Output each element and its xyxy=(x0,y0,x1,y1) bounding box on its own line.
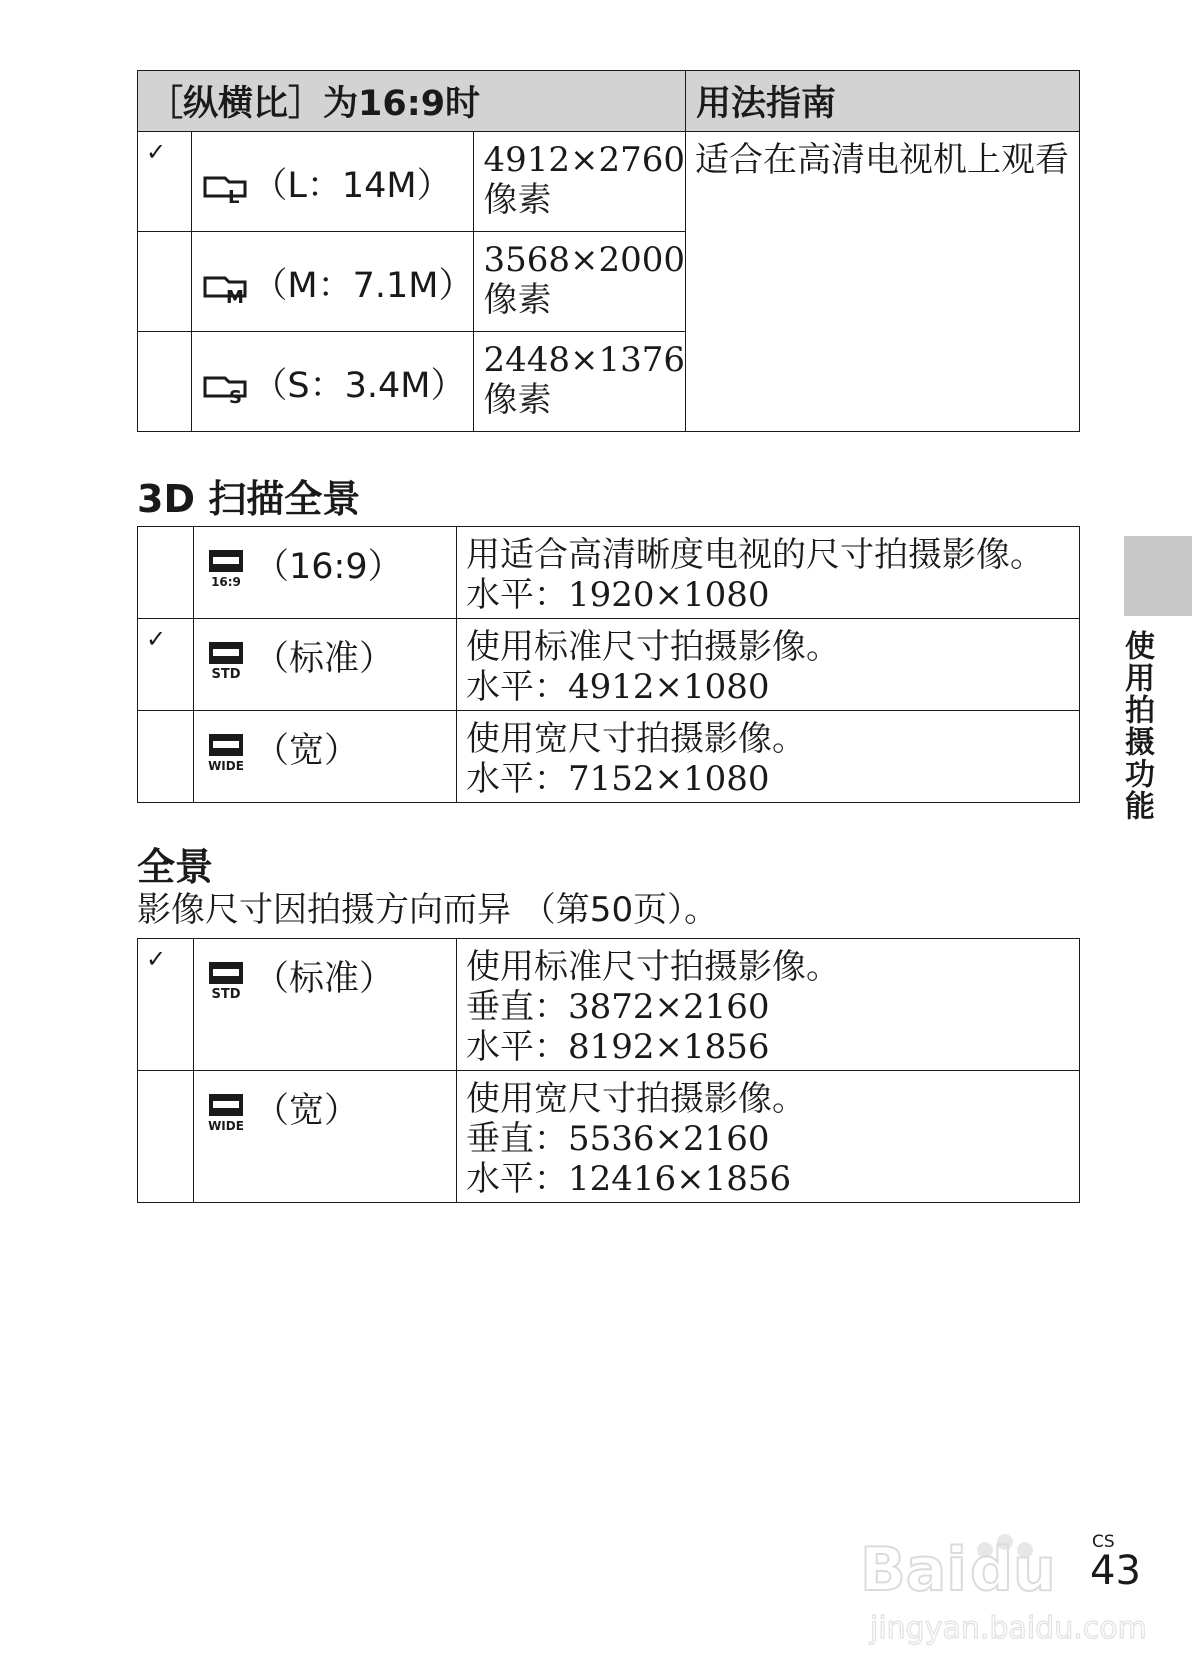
horizontal-resolution: 水平：8192×1856 xyxy=(466,1027,770,1067)
table-header-aspect: ［纵横比］为16:9时 xyxy=(138,71,686,132)
table-header-guide: 用法指南 xyxy=(686,71,1080,132)
resolution-line: 水平：1920×1080 xyxy=(466,575,770,615)
language-code: CS xyxy=(1092,1532,1115,1552)
size-label: （16:9） xyxy=(254,547,403,587)
size-label: （M：7.1M） xyxy=(252,266,474,306)
panorama-size-option xyxy=(194,1071,457,1203)
icon-caption: WIDE xyxy=(208,1119,244,1132)
pixel-count: 4912×2760像素 xyxy=(474,132,686,232)
panorama-table xyxy=(137,938,1080,1203)
3d-sweep-table xyxy=(137,526,1080,803)
section-title-3d-sweep: 3D 扫描全景 xyxy=(137,477,361,521)
watermark-logo xyxy=(850,1520,1150,1650)
description-line: 使用标准尺寸拍摄影像。 xyxy=(466,627,840,667)
check-cell xyxy=(138,711,194,803)
size-description xyxy=(457,1071,1080,1203)
check-cell xyxy=(138,332,192,432)
panorama-wide-icon xyxy=(204,732,250,772)
check-icon: ✓ xyxy=(146,945,167,973)
panorama-size-option xyxy=(194,527,457,619)
image-size-m-icon xyxy=(202,270,248,304)
pixel-count: 3568×2000像素 xyxy=(474,232,686,332)
svg-text:L: L xyxy=(228,187,240,204)
check-cell xyxy=(138,1071,194,1203)
size-label: （L：14M） xyxy=(252,166,452,206)
size-description xyxy=(457,939,1080,1071)
usage-guide: 适合在高清电视机上观看 xyxy=(686,132,1080,432)
icon-caption: WIDE xyxy=(208,759,244,772)
description-line: 使用宽尺寸拍摄影像。 xyxy=(466,1079,806,1119)
check-icon: ✓ xyxy=(146,138,167,166)
image-size-option xyxy=(192,332,474,432)
panorama-16-9-icon xyxy=(204,548,250,588)
icon-caption: STD xyxy=(211,987,241,1000)
check-icon: ✓ xyxy=(146,625,167,653)
icon-caption: 16:9 xyxy=(211,575,241,588)
panorama-wide-icon xyxy=(204,1092,250,1132)
horizontal-resolution: 水平：12416×1856 xyxy=(466,1159,792,1199)
description-line: 使用标准尺寸拍摄影像。 xyxy=(466,947,840,987)
vertical-resolution: 垂直：3872×2160 xyxy=(466,987,770,1027)
section-title-panorama: 全景 xyxy=(137,845,214,889)
check-cell xyxy=(138,232,192,332)
section-subtitle: 影像尺寸因拍摄方向而异 （第50页）。 xyxy=(137,890,719,930)
resolution-line: 水平：7152×1080 xyxy=(466,759,770,799)
svg-text:du: du xyxy=(970,1535,1056,1605)
image-size-l-icon xyxy=(202,170,248,204)
size-description xyxy=(457,619,1080,711)
image-size-s-icon xyxy=(202,370,248,404)
pixel-count: 2448×1376像素 xyxy=(474,332,686,432)
size-label: （宽） xyxy=(254,731,360,771)
size-label: （标准） xyxy=(254,959,395,999)
resolution-line: 水平：4912×1080 xyxy=(466,667,770,707)
size-label: （S：3.4M） xyxy=(252,366,466,406)
default-check-cell xyxy=(138,619,194,711)
icon-caption: STD xyxy=(211,667,241,680)
description-line: 使用宽尺寸拍摄影像。 xyxy=(466,719,806,759)
size-description xyxy=(457,711,1080,803)
svg-text:S: S xyxy=(229,387,243,404)
panorama-standard-icon xyxy=(204,640,250,680)
default-check-cell xyxy=(138,939,194,1071)
chapter-tab xyxy=(1124,536,1192,616)
vertical-resolution: 垂直：5536×2160 xyxy=(466,1119,770,1159)
description-line: 用适合高清晰度电视的尺寸拍摄影像。 xyxy=(466,535,1044,575)
svg-text:Bai: Bai xyxy=(860,1535,967,1605)
image-size-option xyxy=(192,132,474,232)
panorama-size-option xyxy=(194,711,457,803)
check-cell xyxy=(138,527,194,619)
size-description xyxy=(457,527,1080,619)
size-label: （标准） xyxy=(254,639,395,679)
panorama-size-option xyxy=(194,939,457,1071)
svg-text:jingyan.baidu.com: jingyan.baidu.com xyxy=(870,1611,1147,1646)
default-check-cell xyxy=(138,132,192,232)
image-size-option xyxy=(192,232,474,332)
panorama-standard-icon xyxy=(204,960,250,1000)
panorama-size-option xyxy=(194,619,457,711)
size-label: （宽） xyxy=(254,1091,360,1131)
chapter-label: 使用拍摄功能 xyxy=(1119,630,1154,822)
page-number: 43 xyxy=(1090,1548,1141,1594)
aspect-16-9-table xyxy=(137,70,1080,432)
svg-text:M: M xyxy=(226,287,245,304)
